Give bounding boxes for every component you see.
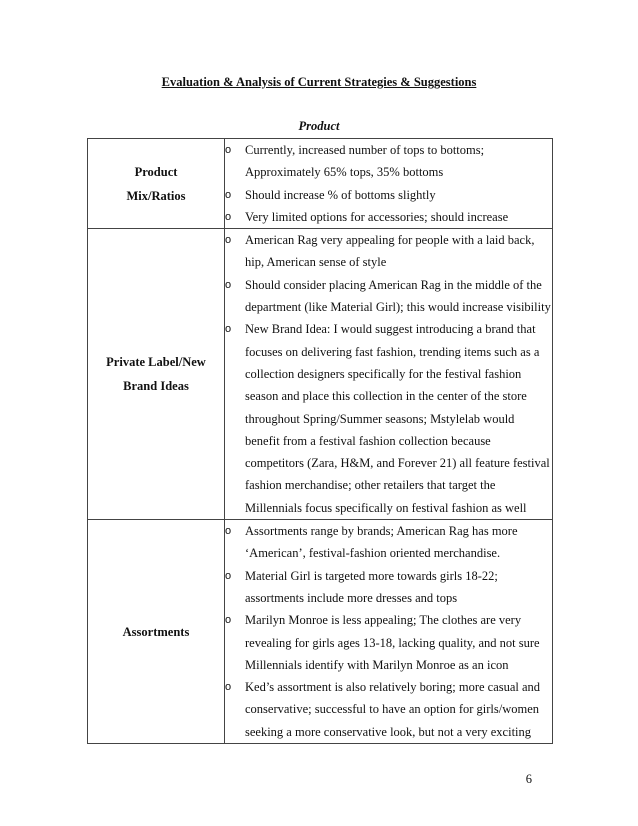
document-title-text: Evaluation & Analysis of Current Strategies & Suggestions [161, 75, 477, 89]
row-label-line: Private Label/New [106, 355, 206, 370]
bullet-icon: o [225, 188, 232, 201]
row-label-line: Mix/Ratios [126, 188, 186, 203]
row-label-private-label [88, 229, 225, 520]
list-item [225, 274, 552, 319]
section-heading: Product [298, 119, 340, 133]
row-label-product-mix [88, 139, 225, 229]
list-item-text: New Brand Idea: I would suggest introducing a brand that focuses on delivering fast fashion, trending items such as a collection designers specifically for the festival fashion season and place this collection in the center of the store throughout Spring/Summer seasons; Mstylelab would benefit from a festival fashion collection because competitors (Zara, H&M, and Forever 21) all feature festival fashion merchandise; other retailers that target the Millennials focus specifically on festival fashion as well [245, 322, 550, 515]
table-row-product-mix [88, 139, 553, 229]
list-item-text: American Rag very appealing for people with a laid back, hip, American sense of style [245, 233, 535, 270]
list-item [225, 609, 552, 676]
row-content-assortments [225, 520, 553, 744]
row-label-line: Brand Ideas [123, 379, 189, 394]
bullet-icon: o [225, 681, 232, 694]
list-item [225, 206, 552, 228]
list-item-text: Very limited options for accessories; should increase [245, 209, 509, 224]
list-item [225, 565, 552, 610]
list-item-text: Assortments range by brands; American Rag has more ‘American’, festival-fashion oriented merchandise. [245, 524, 518, 561]
list-item-text: Material Girl is targeted more towards girls 18-22; assortments include more dresses and tops [245, 568, 498, 605]
list-item [225, 520, 552, 565]
page-number: 6 [525, 772, 532, 786]
bullet-icon: o [225, 614, 232, 627]
list-item [225, 229, 552, 274]
bullet-icon: o [225, 278, 232, 291]
table-row-assortments [88, 520, 553, 744]
list-item-text: Should increase % of bottoms slightly [245, 187, 436, 202]
list-item-text: Should consider placing American Rag in the middle of the department (like Material Girl); this would increase visibility [245, 277, 551, 315]
list-item [225, 318, 552, 519]
row-label-line: Product [134, 164, 178, 179]
evaluation-table [87, 138, 553, 744]
bullet-icon: o [225, 234, 232, 247]
table-row-private-label [88, 229, 553, 520]
row-label-line: Assortments [122, 624, 190, 639]
bullet-list [225, 520, 552, 743]
list-item-text: Marilyn Monroe is less appealing; The clothes are very revealing for girls ages 13-18, lacking quality, and not sure Millennials identify with Marilyn Monroe as an icon [245, 613, 540, 672]
list-item [225, 184, 552, 206]
bullet-icon: o [225, 323, 232, 336]
bullet-list [225, 139, 552, 228]
list-item [225, 676, 552, 743]
row-label-assortments [88, 520, 225, 744]
list-item-text: Ked’s assortment is also relatively boring; more casual and conservative; successful to have an option for girls/women seeking a more conservative look, but not a very exciting [245, 680, 541, 739]
list-item-text: Currently, increased number of tops to bottoms; Approximately 65% tops, 35% bottoms [245, 143, 485, 180]
row-content-product-mix [225, 139, 553, 229]
bullet-list [225, 229, 552, 519]
bullet-icon: o [225, 210, 232, 223]
list-item [225, 139, 552, 184]
bullet-icon: o [225, 144, 232, 156]
bullet-icon: o [225, 525, 232, 538]
document-title [0, 75, 638, 90]
row-content-private-label [225, 229, 553, 520]
bullet-icon: o [225, 569, 232, 582]
